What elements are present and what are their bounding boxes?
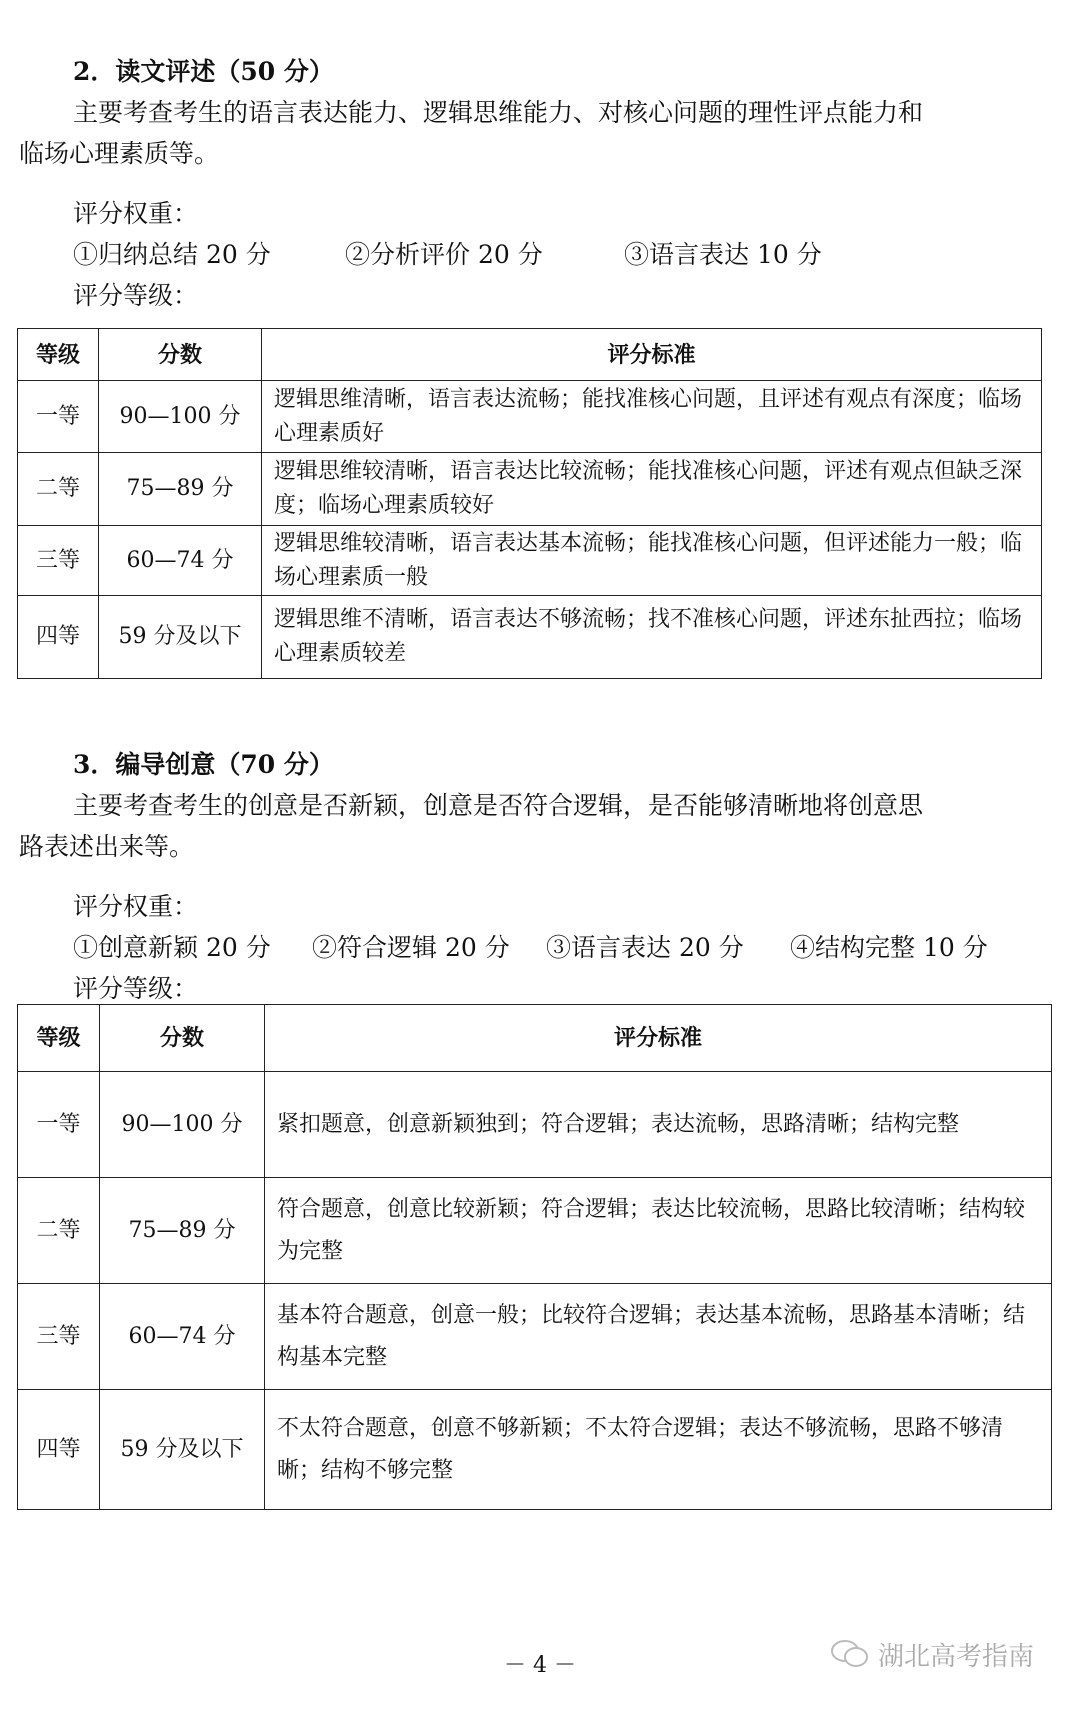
table-row (18, 1072, 1052, 1178)
section-3-weight-2: ②符合逻辑 20 分 (312, 933, 510, 962)
table-row (18, 596, 1042, 679)
grade-cell: 四等 (18, 596, 99, 679)
section-2-weight-label: 评分权重： (73, 199, 199, 228)
criteria-cell: 逻辑思维较清晰，语言表达比较流畅；能找准核心问题，评述有观点但缺乏深度；临场心理素质较好 (262, 453, 1042, 526)
criteria-cell: 逻辑思维不清晰，语言表达不够流畅；找不准核心问题，评述东扯西拉；临场心理素质较差 (262, 596, 1042, 679)
table-row (18, 381, 1042, 453)
header-score: 分数 (99, 329, 262, 381)
table-row (18, 1390, 1052, 1510)
table-row (18, 453, 1042, 526)
score-cell: 59 分及以下 (99, 596, 262, 679)
section-2-heading: 2．读文评述（50 分） (73, 57, 334, 86)
score-cell: 60—74 分 (100, 1284, 265, 1390)
table-row (18, 526, 1042, 596)
section-3-grade-label: 评分等级： (73, 974, 199, 1003)
section-3-weight-4: ④结构完整 10 分 (790, 933, 988, 962)
grade-cell: 四等 (18, 1390, 100, 1510)
section-2-intro-line2: 临场心理素质等。 (19, 139, 220, 168)
section-3-grading-table (17, 1004, 1052, 1510)
criteria-cell: 逻辑思维清晰，语言表达流畅；能找准核心问题，且评述有观点有深度；临场心理素质好 (262, 381, 1042, 453)
grade-cell: 三等 (18, 526, 99, 596)
criteria-cell: 不太符合题意，创意不够新颖；不太符合逻辑；表达不够流畅，思路不够清晰；结构不够完整 (265, 1390, 1052, 1510)
section-2-intro-line1: 主要考查考生的语言表达能力、逻辑思维能力、对核心问题的理性评点能力和 (73, 98, 924, 127)
grade-cell: 一等 (18, 1072, 100, 1178)
criteria-cell: 紧扣题意，创意新颖独到；符合逻辑；表达流畅，思路清晰；结构完整 (265, 1072, 1052, 1178)
grade-cell: 一等 (18, 381, 99, 453)
section-3-weight-3: ③语言表达 20 分 (546, 933, 744, 962)
table-row (18, 1284, 1052, 1390)
criteria-cell: 逻辑思维较清晰，语言表达基本流畅；能找准核心问题，但评述能力一般；临场心理素质一般 (262, 526, 1042, 596)
section-3-weight-label: 评分权重： (73, 892, 199, 921)
header-criteria: 评分标准 (262, 329, 1042, 381)
watermark-text: 湖北高考指南 (878, 1642, 1035, 1672)
score-cell: 75—89 分 (100, 1178, 265, 1284)
section-3-heading: 3．编导创意（70 分） (73, 750, 334, 779)
grade-cell: 二等 (18, 453, 99, 526)
grade-cell: 二等 (18, 1178, 100, 1284)
section-2-grade-label: 评分等级： (73, 281, 199, 310)
score-cell: 60—74 分 (99, 526, 262, 596)
header-score: 分数 (100, 1005, 265, 1072)
section-3-weight-1: ①创意新颖 20 分 (73, 933, 271, 962)
table-header-row (18, 1005, 1052, 1072)
section-2-weight-3: ③语言表达 10 分 (624, 240, 822, 269)
header-grade: 等级 (18, 329, 99, 381)
section-2-weight-2: ②分析评价 20 分 (345, 240, 543, 269)
score-cell: 75—89 分 (99, 453, 262, 526)
header-grade: 等级 (18, 1005, 100, 1072)
score-cell: 59 分及以下 (100, 1390, 265, 1510)
header-criteria: 评分标准 (265, 1005, 1052, 1072)
section-3-intro-line1: 主要考查考生的创意是否新颖，创意是否符合逻辑，是否能够清晰地将创意思 (73, 791, 924, 820)
grade-cell: 三等 (18, 1284, 100, 1390)
section-3-intro-line2: 路表述出来等。 (19, 832, 195, 861)
page-number: － 4 － (504, 1653, 576, 1678)
section-2-grading-table (17, 328, 1042, 679)
criteria-cell: 符合题意，创意比较新颖；符合逻辑；表达比较流畅，思路比较清晰；结构较为完整 (265, 1178, 1052, 1284)
criteria-cell: 基本符合题意，创意一般；比较符合逻辑；表达基本流畅，思路基本清晰；结构基本完整 (265, 1284, 1052, 1390)
table-row (18, 1178, 1052, 1284)
section-2-weight-1: ①归纳总结 20 分 (73, 240, 271, 269)
score-cell: 90—100 分 (99, 381, 262, 453)
table-header-row (18, 329, 1042, 381)
score-cell: 90—100 分 (100, 1072, 265, 1178)
